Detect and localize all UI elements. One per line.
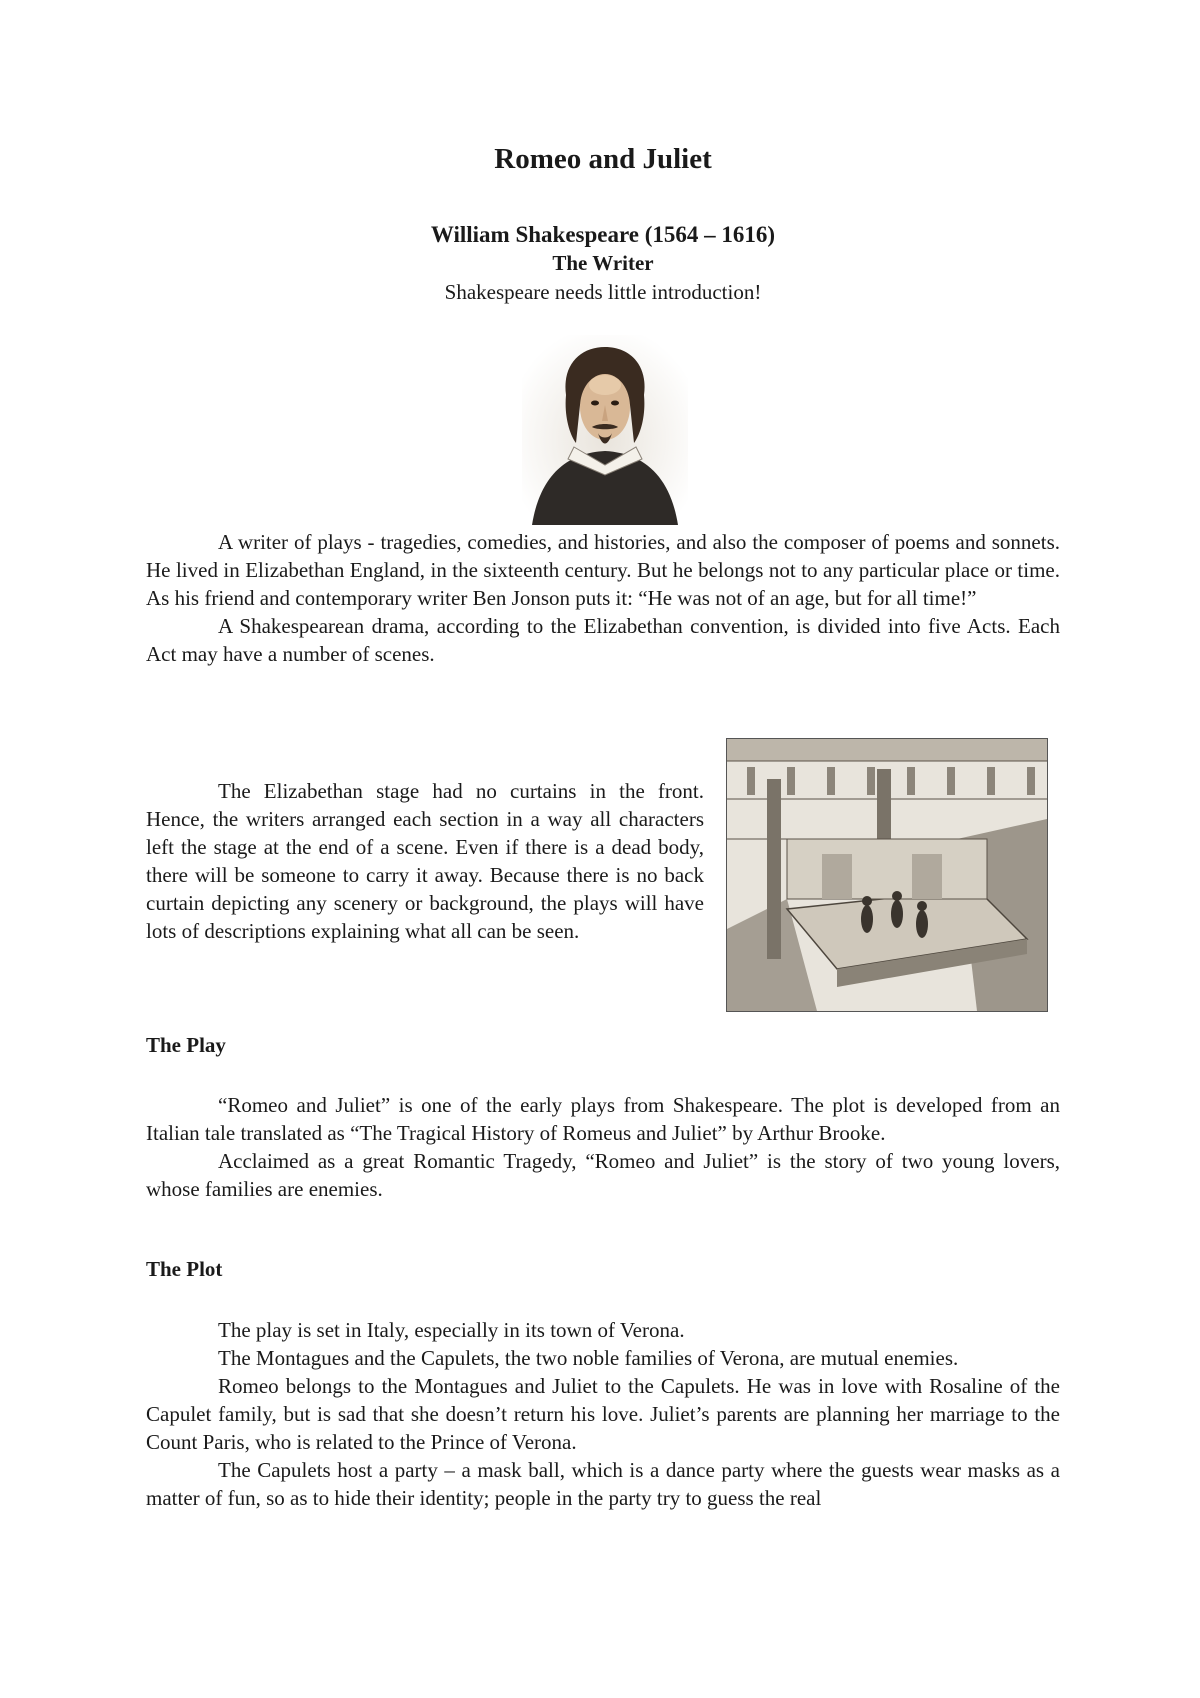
writer-section xyxy=(146,528,1060,668)
document-title: Romeo and Juliet xyxy=(494,143,712,175)
author-line: William Shakespeare (1564 – 1616) xyxy=(430,222,776,247)
plot-paragraph: The play is set in Italy, especially in its town of Verona. xyxy=(218,1318,685,1342)
play-paragraph: Acclaimed as a great Romantic Tragedy, “Romeo and Juliet” is the story of two young lovers, whose families are enemies. xyxy=(146,1149,1060,1201)
stage-section xyxy=(146,777,704,945)
plot-section xyxy=(146,1316,1060,1512)
plot-paragraph: The Montagues and the Capulets, the two noble families of Verona, are mutual enemies. xyxy=(218,1346,959,1370)
plot-heading: The Plot xyxy=(146,1257,223,1281)
writer-heading: The Writer xyxy=(552,251,654,275)
intro-line: Shakespeare needs little introduction! xyxy=(444,280,762,304)
writer-paragraph: A Shakespearean drama, according to the Elizabethan convention, is divided into five Acts. Each Act may have a number of scenes. xyxy=(146,614,1060,666)
elizabethan-stage-illustration-icon xyxy=(726,738,1048,1012)
play-heading: The Play xyxy=(146,1033,226,1057)
plot-paragraph: The Capulets host a party – a mask ball, which is a dance party where the guests wear masks as a matter of fun, so as to hide their identity; people in the party try to guess the real xyxy=(146,1458,1060,1510)
shakespeare-portrait-icon xyxy=(522,335,688,525)
writer-paragraph: A writer of plays - tragedies, comedies, and histories, and also the composer of poems and sonnets. He lived in Elizabethan England, in the sixteenth century. But he belongs not to any particular place or time. As his friend and contemporary writer Ben Jonson puts it: “He was not of an age, but for all time!” xyxy=(146,530,1060,610)
play-section xyxy=(146,1091,1060,1203)
stage-paragraph: The Elizabethan stage had no curtains in the front. Hence, the writers arranged each section in a way all characters left the stage at the end of a scene. Even if there is a dead body, there will be someone to carry it away. Because there is no back curtain depicting any scenery or background, the plays will have lots of descriptions explaining what all can be seen. xyxy=(146,779,704,943)
play-paragraph: “Romeo and Juliet” is one of the early plays from Shakespeare. The plot is developed from an Italian tale translated as “The Tragical History of Romeus and Juliet” by Arthur Brooke. xyxy=(146,1093,1060,1145)
plot-paragraph: Romeo belongs to the Montagues and Juliet to the Capulets. He was in love with Rosaline of the Capulet family, but is sad that she doesn’t return his love. Juliet’s parents are planning her marriage to the Count Paris, who is related to the Prince of Verona. xyxy=(146,1374,1060,1454)
